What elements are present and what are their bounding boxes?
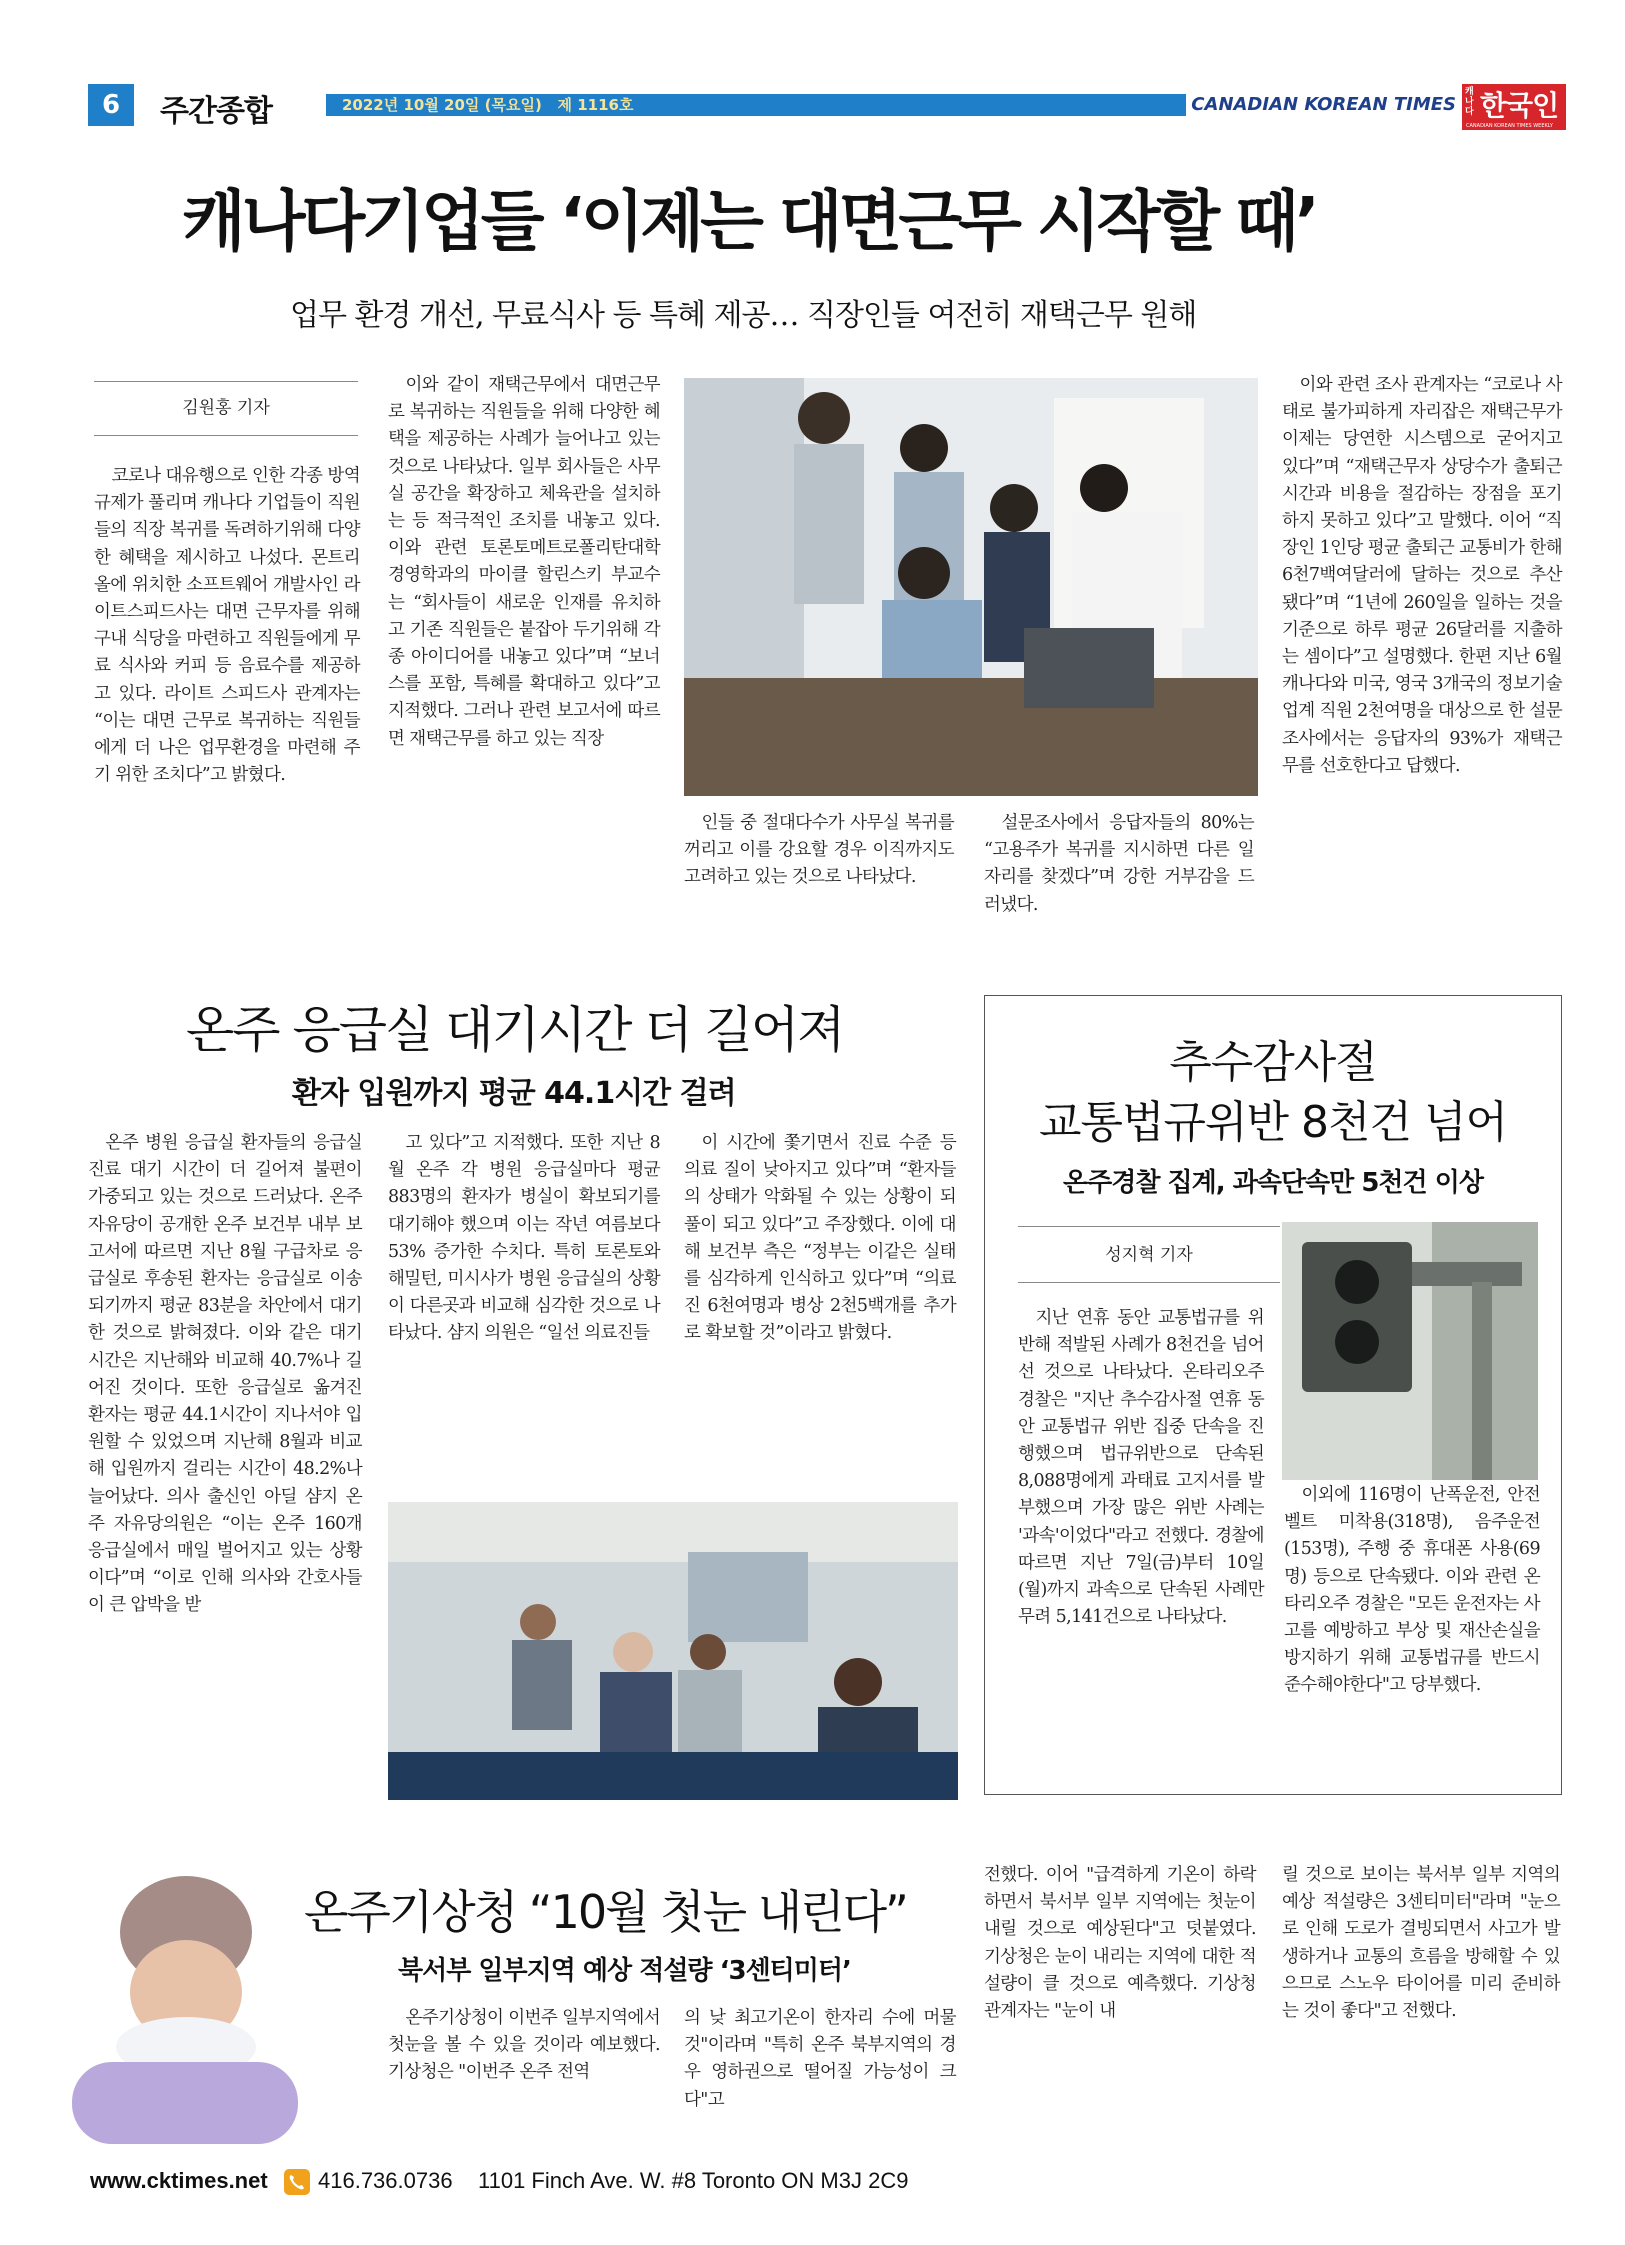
article1-col4-text: 설문조사에서 응답자들의 80%는 “고용주가 복귀를 지시하면 다른 일자리를 찾겠다”며 강한 거부감을 드러냈다. <box>984 813 1254 915</box>
emergency-room-photo <box>388 1502 958 1800</box>
article4-column-1 <box>388 2005 660 2087</box>
logo-main-text: 한국인 <box>1480 89 1559 122</box>
article4-column-4 <box>1282 1862 1560 2025</box>
article2-col2-text: 고 있다”고 지적했다. 또한 지난 8월 온주 각 병원 응급실마다 평균 883명의 환자가 병실이 확보되기를 대기해야 했으며 이는 작년 여름보다 53% 증가한 수치다. 특히 토론토와 해밀턴, 미시사가 병원 응급실의 상황이 다른곳과 비교해 심각한 것으로 나타났다. 샴지 의원은 “일선 의료진들 <box>388 1133 660 1344</box>
article2-subhead: 환자 입원까지 평균 44.1시간 걸려 <box>292 1076 736 1111</box>
traffic-camera-photo <box>1282 1222 1538 1480</box>
issue-date: 2022년 10월 20일 (목요일) 제 1116호 <box>342 96 634 114</box>
article4-col2-text: 의 낮 최고기온이 한자리 수에 머물 것"이라며 "특히 온주 북부지역의 경우 영하권으로 떨어질 가능성이 크다"고 <box>684 2008 956 2110</box>
footer-address: 1101 Finch Ave. W. #8 Toronto ON M3J 2C9 <box>478 2168 909 2193</box>
article3-headline-line2: 교통법규위반 8천건 넘어 <box>1038 1097 1507 1148</box>
article4-headline: 온주기상청 “10월 첫눈 내린다” <box>304 1885 907 1939</box>
paper-logo <box>1462 84 1566 130</box>
article3-byline: 성지혁 기자 <box>1105 1245 1193 1265</box>
byline3-rule-top <box>1018 1226 1280 1227</box>
article1-column-3 <box>684 810 954 892</box>
snow-child-photo <box>62 1872 308 2144</box>
article3-column-1 <box>1018 1305 1264 1631</box>
footer-phone: 416.736.0736 <box>318 2168 453 2193</box>
article4-col4-text: 릴 것으로 보이는 북서부 일부 지역의 예상 적설량은 3센티미터"라며 "눈으로 인해 도로가 결빙되면서 사고가 발생하거나 교통의 흐름을 방해할 수 있으므로 스노우 타이어를 미리 준비하는 것이 좋다"고 전했다. <box>1282 1865 1560 2022</box>
article4-column-3 <box>984 1862 1256 2025</box>
article1-byline: 김원홍 기자 <box>182 398 270 418</box>
article4-col1-text: 온주기상청이 이번주 일부지역에서 첫눈을 볼 수 있을 것이라 예보했다. 기상청은 "이번주 온주 전역 <box>388 2008 660 2083</box>
article1-column-5 <box>1282 372 1562 780</box>
article4-subhead: 북서부 일부지역 예상 적설량 ‘3센티미터’ <box>398 1956 851 1986</box>
logo-side-text: 캐나다 <box>1465 87 1474 117</box>
article2-column-1 <box>88 1130 362 1620</box>
byline3-rule-bottom <box>1018 1282 1280 1283</box>
article1-col5-text: 이와 관련 조사 관계자는 “코로나 사태로 불가피하게 자리잡은 재택근무가 이제는 당연한 시스템으로 굳어지고 있다”며 “재택근무자 상당수가 출퇴근 시간과 비용을 절감하는 장점을 포기하지 못하고 있다”고 말했다. 이어 “직장인 1인당 평균 출퇴근 교통비가 한해 6천7백여달러에 달하는 것으로 추산됐다”며 “1년에 260일을 일하는 것을 기준으로 하루 평균 26달러를 지출하는 셈이다”고 설명했다. 한편 지난 6월 캐나다와 미국, 영국 3개국의 정보기술업계 직원 2천여명을 대상으로 한 설문조사에서는 응답자의 93%가 재택근무를 선호한다고 답했다. <box>1282 375 1562 776</box>
article3-col1-text: 지난 연휴 동안 교통법규를 위반해 적발된 사례가 8천건을 넘어선 것으로 나타났다. 온타리오주 경찰은 "지난 추수감사절 연휴 동안 교통법규 위반 집중 단속을 진행했으며 법규위반으로 단속된 8,088명에게 과태료 고지서를 발부했으며 가장 많은 위반 사례는 '과속'이었다"라고 전했다. 경찰에 따르면 지난 7일(금)부터 10일(월)까지 과속으로 단속된 사례만 무려 5,141건으로 나타났다. <box>1018 1308 1264 1628</box>
article3-col2-text: 이외에 116명이 난폭운전, 안전벨트 미착용(318명), 음주운전(153명), 주행 중 휴대폰 사용(69명) 등으로 단속됐다. 이와 관련 온타리오주 경찰은 "모든 운전자는 사고를 예방하고 부상 및 재산손실을 방지하기 위해 교통법규를 반드시 준수해야한다"고 당부했다. <box>1284 1485 1540 1696</box>
article2-headline: 온주 응급실 대기시간 더 길어져 <box>186 1001 844 1059</box>
article2-col1-text: 온주 병원 응급실 환자들의 응급실 진료 대기 시간이 더 길어져 불편이 가중되고 있는 것으로 드러났다. 온주 자유당이 공개한 온주 보건부 내부 보고서에 따르면 지난 8월 구급차로 응급실로 후송된 환자는 응급실로 이송되기까지 평균 83분을 차안에서 대기한 것으로 밝혀졌다. 이와 같은 대기시간은 지난해와 비교해 40.7%나 길어진 것이다. 또한 응급실로 옮겨진 환자는 평균 44.1시간이 지나서야 입원할 수 있었으며 지난해 8월과 비교해 입원까지 걸리는 시간이 48.2%나 늘어났다. 의사 출신인 아딜 샴지 온주 자유당의원은 “이는 온주 160개 응급실에서 매일 벌어지고 있는 상황이다”며 “이로 인해 의사와 간호사들이 큰 압박을 받 <box>88 1133 362 1616</box>
article1-col2-text: 이와 같이 재택근무에서 대면근무로 복귀하는 직원들을 위해 다양한 혜택을 제공하는 사례가 늘어나고 있는 것으로 나타났다. 일부 회사들은 사무실 공간을 확장하고 체육관을 설치하는 등 적극적인 조치를 내놓고 있다. 이와 관련 토론토메트로폴리탄대학 경영학과의 마이클 할린스키 부교수는 “회사들이 새로운 인재를 유치하고 기존 직원들은 붙잡아 두기위해 각종 아이디어를 내놓고 있다”며 “보너스를 포함, 특혜를 확대하고 있다”고 지적했다. 그러나 관련 보고서에 따르면 재택근무를 하고 있는 직장 <box>388 375 660 749</box>
footer-website[interactable]: www.cktimes.net <box>90 2168 268 2193</box>
article1-column-1 <box>94 463 360 789</box>
article2-col3-text: 이 시간에 쫓기면서 진료 수준 등 의료 질이 낮아지고 있다”며 “환자들의 상태가 악화될 수 있는 상황이 되풀이 되고 있다”고 주장했다. 이에 대해 보건부 측은 “정부는 이같은 실태를 심각하게 인식하고 있다”며 “의료진 6천여명과 병상 2천5백개를 추가로 확보할 것”이라고 밝혔다. <box>684 1133 956 1344</box>
article3-headline-line1: 추수감사절 <box>1169 1037 1377 1088</box>
office-meeting-photo <box>684 378 1258 796</box>
logo-sub-text: CANADIAN KOREAN TIMES WEEKLY <box>1466 123 1553 129</box>
article1-headline: 캐나다기업들 ‘이제는 대면근무 시작할 때’ <box>182 183 1316 260</box>
article2-column-2 <box>388 1130 660 1348</box>
article1-column-4 <box>984 810 1254 919</box>
article4-column-2 <box>684 2005 956 2114</box>
page-number: 6 <box>88 84 134 126</box>
byline-rule-top <box>94 381 358 382</box>
article1-col3-text: 인들 중 절대다수가 사무실 복귀를 꺼리고 이를 강요할 경우 이직까지도 고려하고 있는 것으로 나타났다. <box>684 813 954 888</box>
section-title: 주간종합 <box>160 94 272 129</box>
article4-col3-text: 전했다. 이어 "급격하게 기온이 하락하면서 북서부 일부 지역에는 첫눈이 내릴 것으로 예상된다"고 덧붙였다. 기상청은 눈이 내리는 지역에 대한 적설량이 클 것으로 예측했다. 기상청 관계자는 "눈이 내 <box>984 1865 1256 2022</box>
article1-column-2 <box>388 372 660 753</box>
paper-name-en: CANADIAN KOREAN TIMES <box>1186 92 1566 118</box>
phone-icon <box>284 2169 310 2195</box>
page-header <box>88 84 1566 130</box>
article3-column-2 <box>1284 1482 1540 1700</box>
byline-rule-bottom <box>94 435 358 436</box>
article1-col1-text: 코로나 대유행으로 인한 각종 방역 규제가 풀리며 캐나다 기업들이 직원들의 직장 복귀를 독려하기위해 다양한 혜택을 제시하고 나섰다. 몬트리올에 위치한 소프트웨어 개발사인 라이트스피드사는 대면 근무자를 위해 구내 식당을 마련하고 직원들에게 무료 식사와 커피 등 음료수를 제공하고 있다. 라이트 스피드사 관계자는 “이는 대면 근무로 복귀하는 직원들에게 더 나은 업무환경을 마련해 주기 위한 조치다”고 밝혔다. <box>94 466 360 786</box>
article1-subhead: 업무 환경 개선, 무료식사 등 특혜 제공… 직장인들 여전히 재택근무 원해 <box>290 298 1197 333</box>
article2-column-3 <box>684 1130 956 1348</box>
article3-subhead: 온주경찰 집계, 과속단속만 5천건 이상 <box>1063 1168 1483 1198</box>
